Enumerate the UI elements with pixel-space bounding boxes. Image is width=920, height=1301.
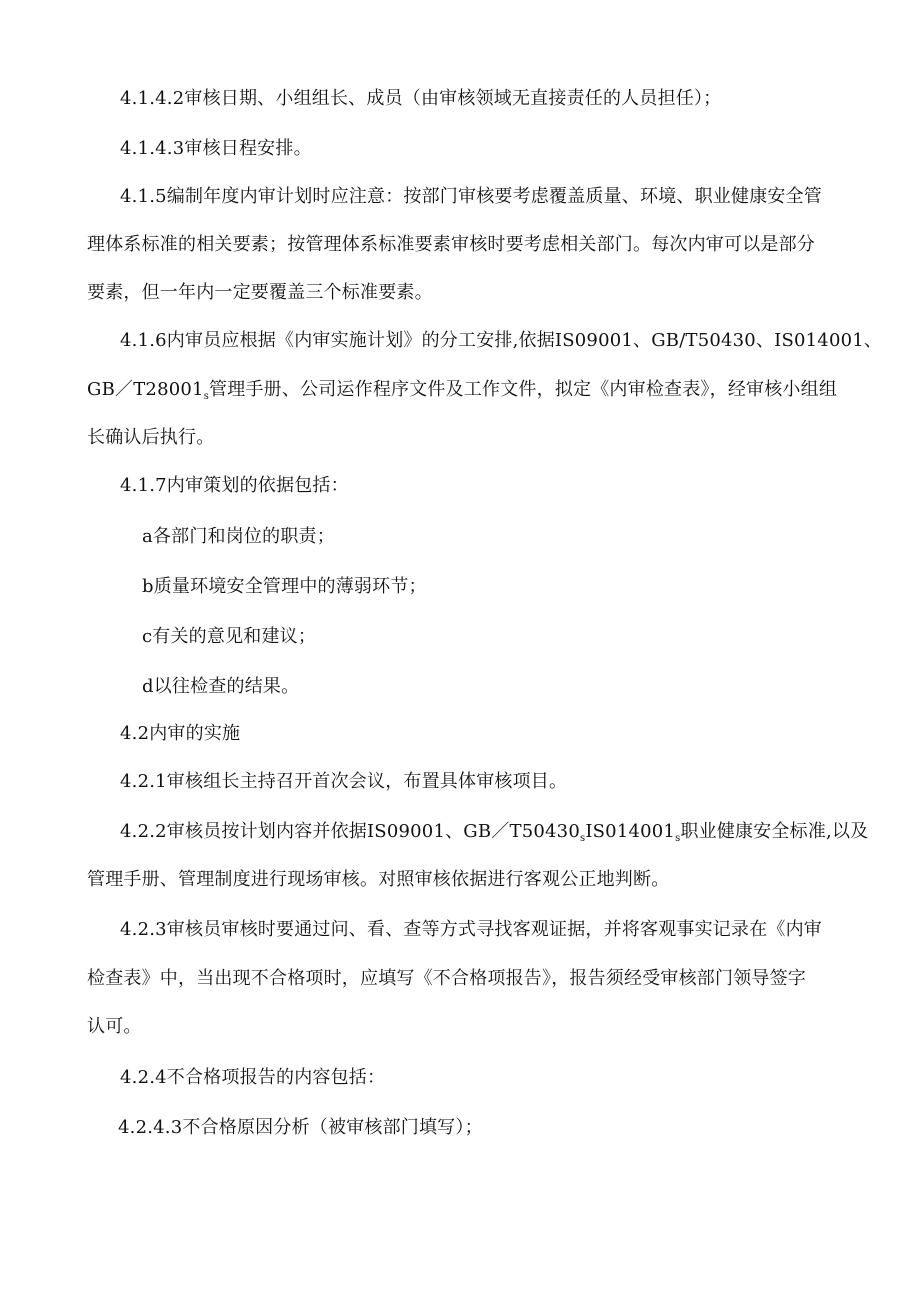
clause-4-1-6-line-3: 长确认后执行。 [87,427,215,448]
subscript-mark: s [203,391,210,402]
text-segment: 4.2.2审核员按计划内容并依据IS09001、GB／T50430 [120,821,580,842]
clause-4-1-5-line-2: 理体系标准的相关要素；按管理体系标准要素审核时要考虑相关部门。每次内审可以是部分 [87,234,815,255]
list-item-a: a各部门和岗位的职责； [142,526,335,547]
clause-4-2-3-line-3: 认可。 [87,1016,142,1037]
clause-4-1-5-line-3: 要素，但一年内一定要覆盖三个标准要素。 [87,282,433,303]
list-item-c: c有关的意见和建议； [142,626,317,647]
text-segment: 管理手册、公司运作程序文件及工作文件，拟定《内审检查表》，经审核小组组 [209,379,838,400]
clause-4-1-7: 4.1.7内审策划的依据包括： [120,475,349,496]
clause-4-1-5-line-1: 4.1.5编制年度内审计划时应注意：按部门审核要考虑覆盖质量、环境、职业健康安全管 [120,186,822,207]
clause-4-2-2-line-1 [120,819,868,845]
list-item-b: b质量环境安全管理中的薄弱环节； [142,576,427,597]
clause-4-2-3-line-2: 检查表》中，当出现不合格项时，应填写《不合格项报告》，报告须经受审核部门领导签字 [87,968,806,989]
section-4-2-heading: 4.2内审的实施 [120,723,241,744]
clause-4-1-6-line-2 [87,377,837,403]
clause-4-2-4-3: 4.2.4.3不合格原因分析（被审核部门填写）； [118,1117,483,1138]
text-segment: 职业健康安全标准,以及 [680,821,869,842]
clause-4-1-6-line-1: 4.1.6内审员应根据《内审实施计划》的分工安排,依据IS09001、GB/T50430、IS014001、 [120,330,883,351]
clause-4-1-4-2: 4.1.4.2审核日期、小组组长、成员（由审核领域无直接责任的人员担任）； [120,88,722,109]
text-segment: IS014001 [585,821,676,842]
clause-4-1-4-3: 4.1.4.3审核日程安排。 [120,138,312,159]
subscript-mark: s [579,833,586,844]
text-segment: GB／T28001 [87,379,204,400]
list-item-d: d以往检查的结果。 [142,676,300,697]
clause-4-2-4: 4.2.4不合格项报告的内容包括： [120,1067,386,1088]
clause-4-2-1: 4.2.1审核组长主持召开首次会议，布置具体审核项目。 [120,771,568,792]
clause-4-2-3-line-1: 4.2.3审核员审核时要通过问、看、查等方式寻找客观证据，并将客观事实记录在《内审 [120,919,822,940]
subscript-mark: s [675,833,681,844]
clause-4-2-2-line-2: 管理手册、管理制度进行现场审核。对照审核依据进行客观公正地判断。 [87,869,670,890]
